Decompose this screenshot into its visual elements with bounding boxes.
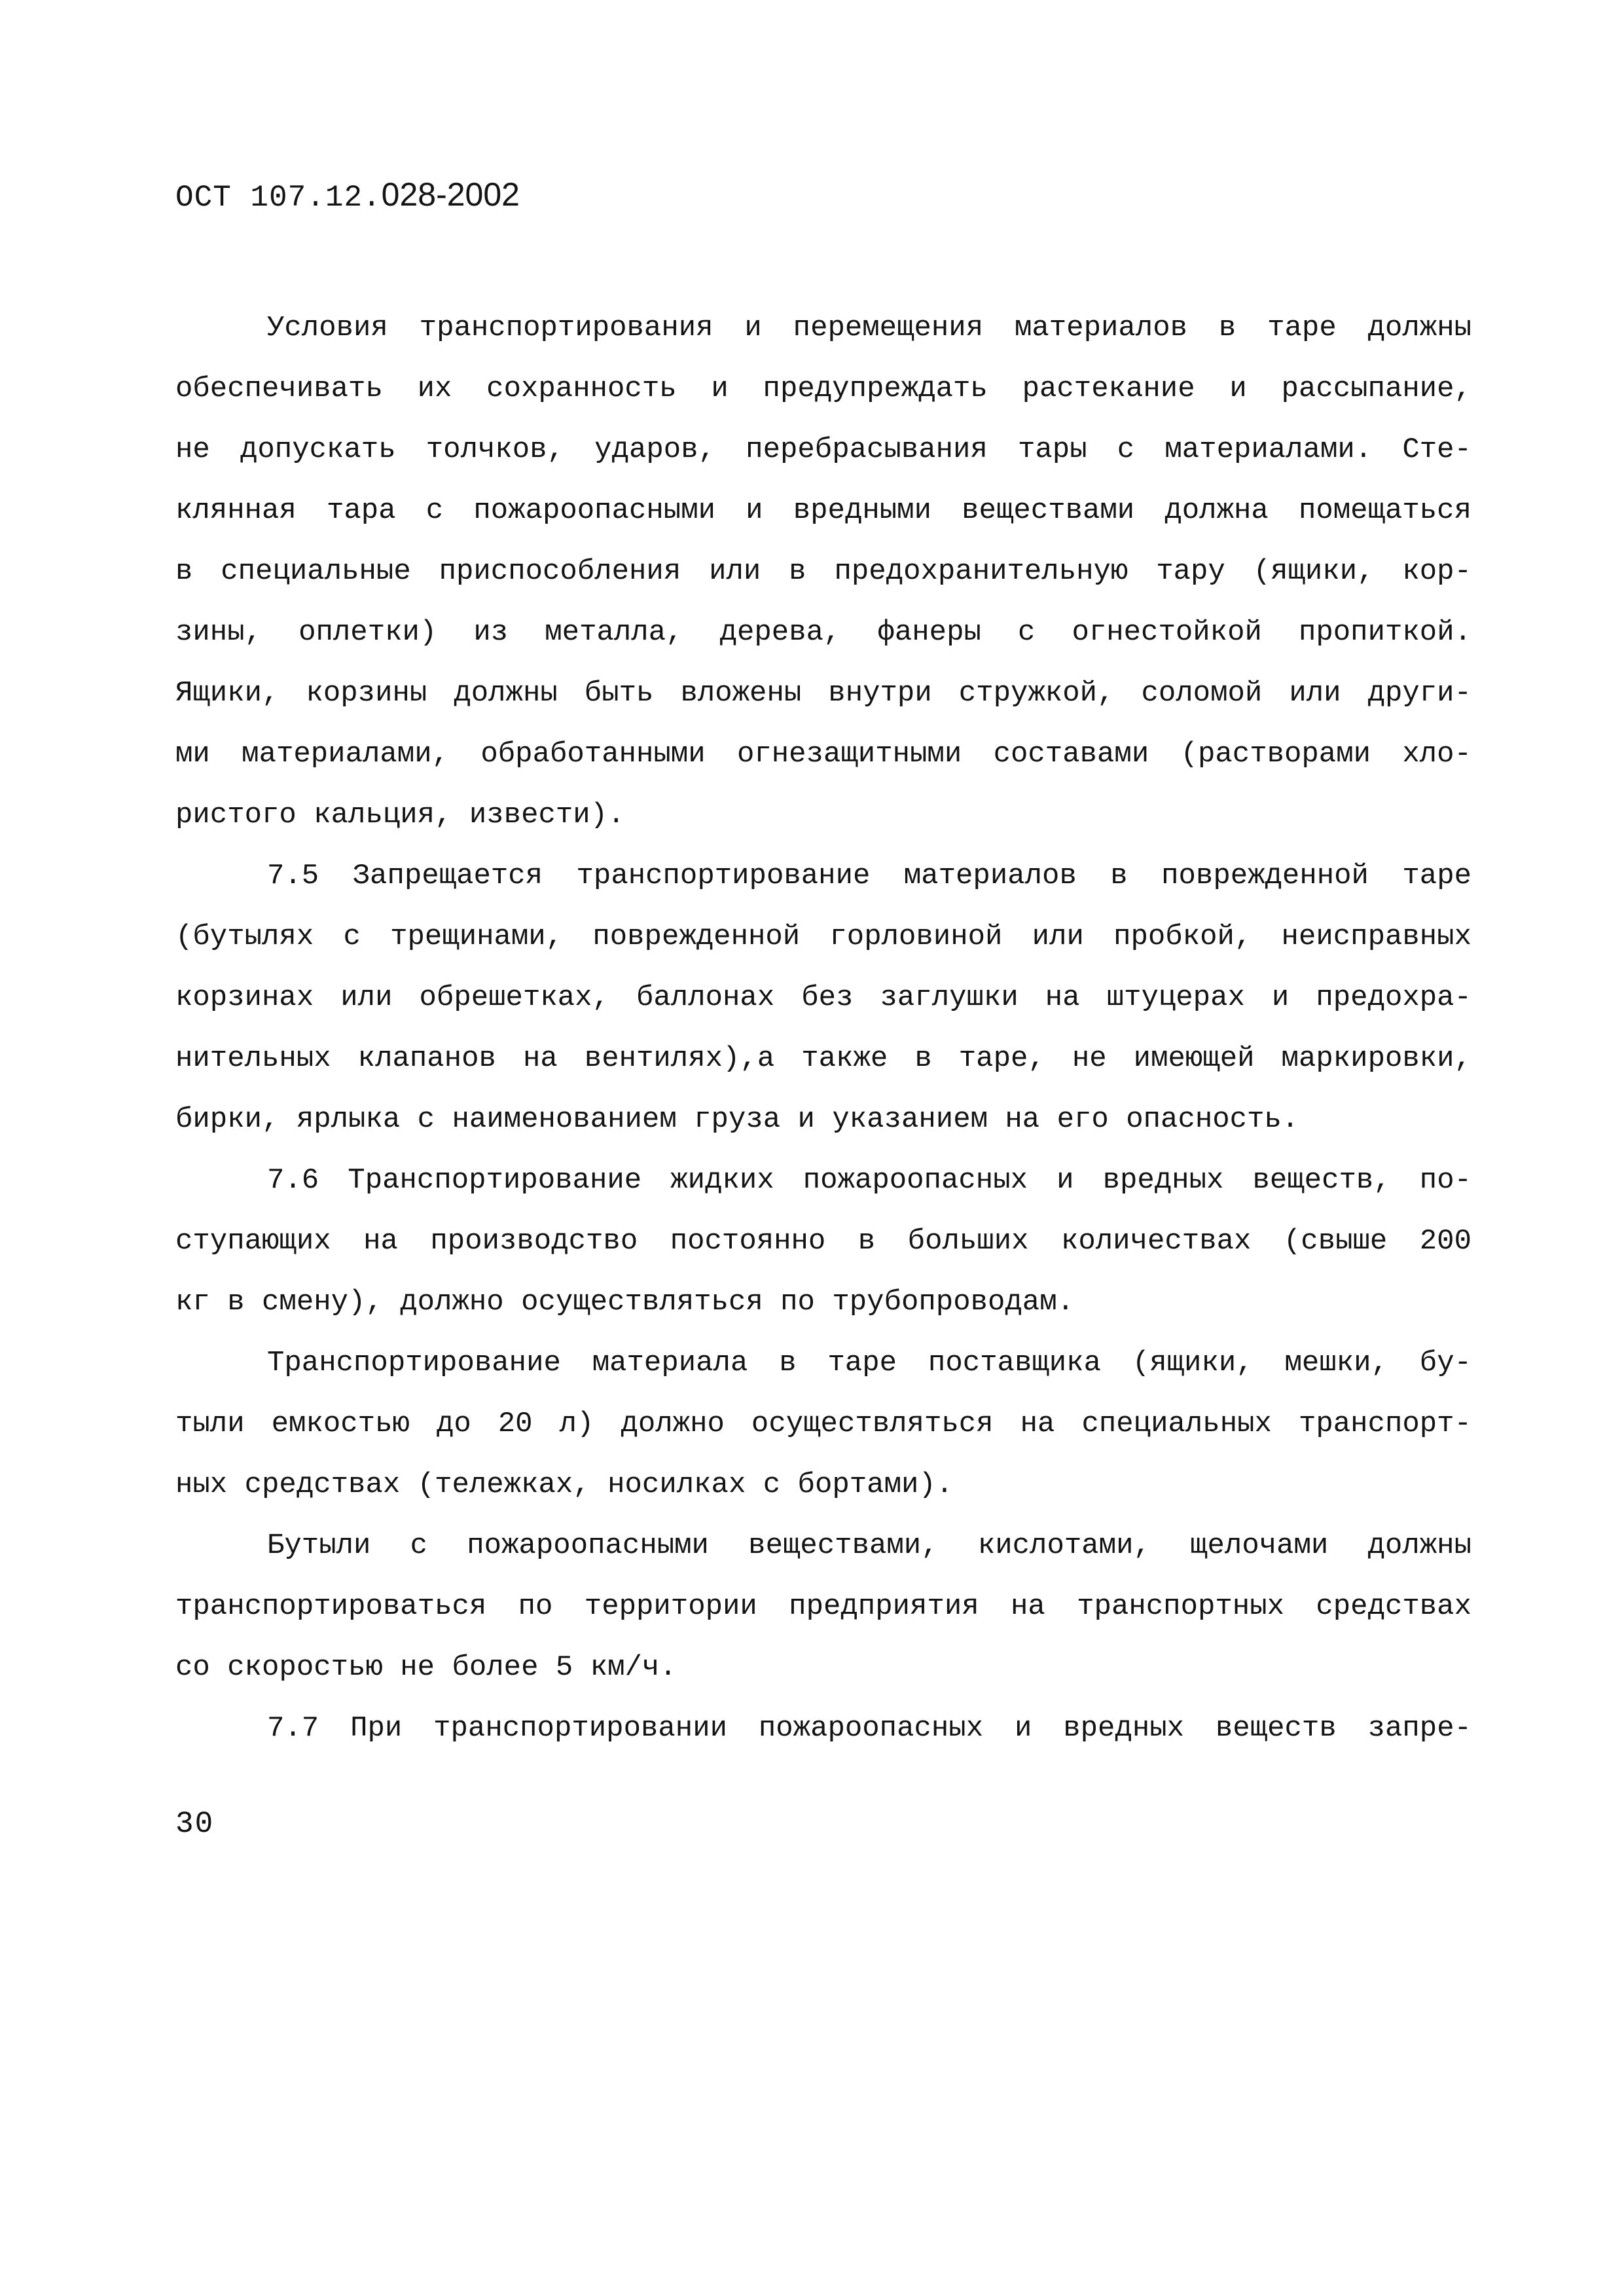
text-line: (бутылях с трещинами, поврежденной горловиной или пробкой, неисправных xyxy=(175,920,1471,953)
text-line: ступающих на производство постоянно в больших количествах (свыше 200 xyxy=(175,1225,1471,1258)
header-standard-number: 028-2002 xyxy=(381,176,520,213)
text-line: ми материалами, обработанными огнезащитными составами (растворами хло- xyxy=(175,738,1471,771)
text-line: не допускать толчков, ударов, перебрасывания тары с материалами. Сте- xyxy=(175,433,1471,466)
text-line: Транспортирование материала в таре поставщика (ящики, мешки, бу- xyxy=(267,1347,1471,1379)
text-line: зины, оплетки) из металла, дерева, фанеры с огнестойкой пропиткой. xyxy=(175,616,1471,649)
text-line: Условия транспортирования и перемещения материалов в таре должны xyxy=(267,312,1471,344)
header-standard-prefix: ОСТ 107.12. xyxy=(175,181,382,215)
page-number: 30 xyxy=(175,1807,215,1841)
document-header xyxy=(175,175,520,215)
text-line: бирки, ярлыка с наименованием груза и указанием на его опасность. xyxy=(175,1103,1299,1136)
text-line: Ящики, корзины должны быть вложены внутри стружкой, соломой или други- xyxy=(175,677,1471,710)
text-line: 7.7 При транспортировании пожароопасных и вредных веществ запре- xyxy=(267,1712,1471,1745)
text-line: со скоростью не более 5 км/ч. xyxy=(175,1651,677,1684)
text-line: в специальные приспособления или в предохранительную тару (ящики, кор- xyxy=(175,555,1471,588)
text-line: 7.6 Транспортирование жидких пожароопасных и вредных веществ, по- xyxy=(267,1164,1471,1197)
text-line: 7.5 Запрещается транспортирование материалов в поврежденной таре xyxy=(267,860,1471,892)
text-line: транспортироваться по территории предприятия на транспортных средствах xyxy=(175,1590,1471,1623)
text-line: ных средствах (тележках, носилках с бортами). xyxy=(175,1468,954,1501)
text-line: кг в смену), должно осуществляться по трубопроводам. xyxy=(175,1286,1075,1319)
text-line: обеспечивать их сохранность и предупреждать растекание и рассыпание, xyxy=(175,373,1471,405)
text-line: корзинах или обрешетках, баллонах без заглушки на штуцерах и предохра- xyxy=(175,981,1471,1014)
text-line: Бутыли с пожароопасными веществами, кислотами, щелочами должны xyxy=(267,1529,1471,1562)
text-line: клянная тара с пожароопасными и вредными веществами должна помещаться xyxy=(175,494,1471,527)
body-text xyxy=(175,298,1471,1759)
text-line: нительных клапанов на вентилях),а также в таре, не имеющей маркировки, xyxy=(175,1042,1471,1075)
text-line: тыли емкостью до 20 л) должно осуществляться на специальных транспорт- xyxy=(175,1408,1471,1440)
text-line: ристого кальция, извести). xyxy=(175,799,625,831)
